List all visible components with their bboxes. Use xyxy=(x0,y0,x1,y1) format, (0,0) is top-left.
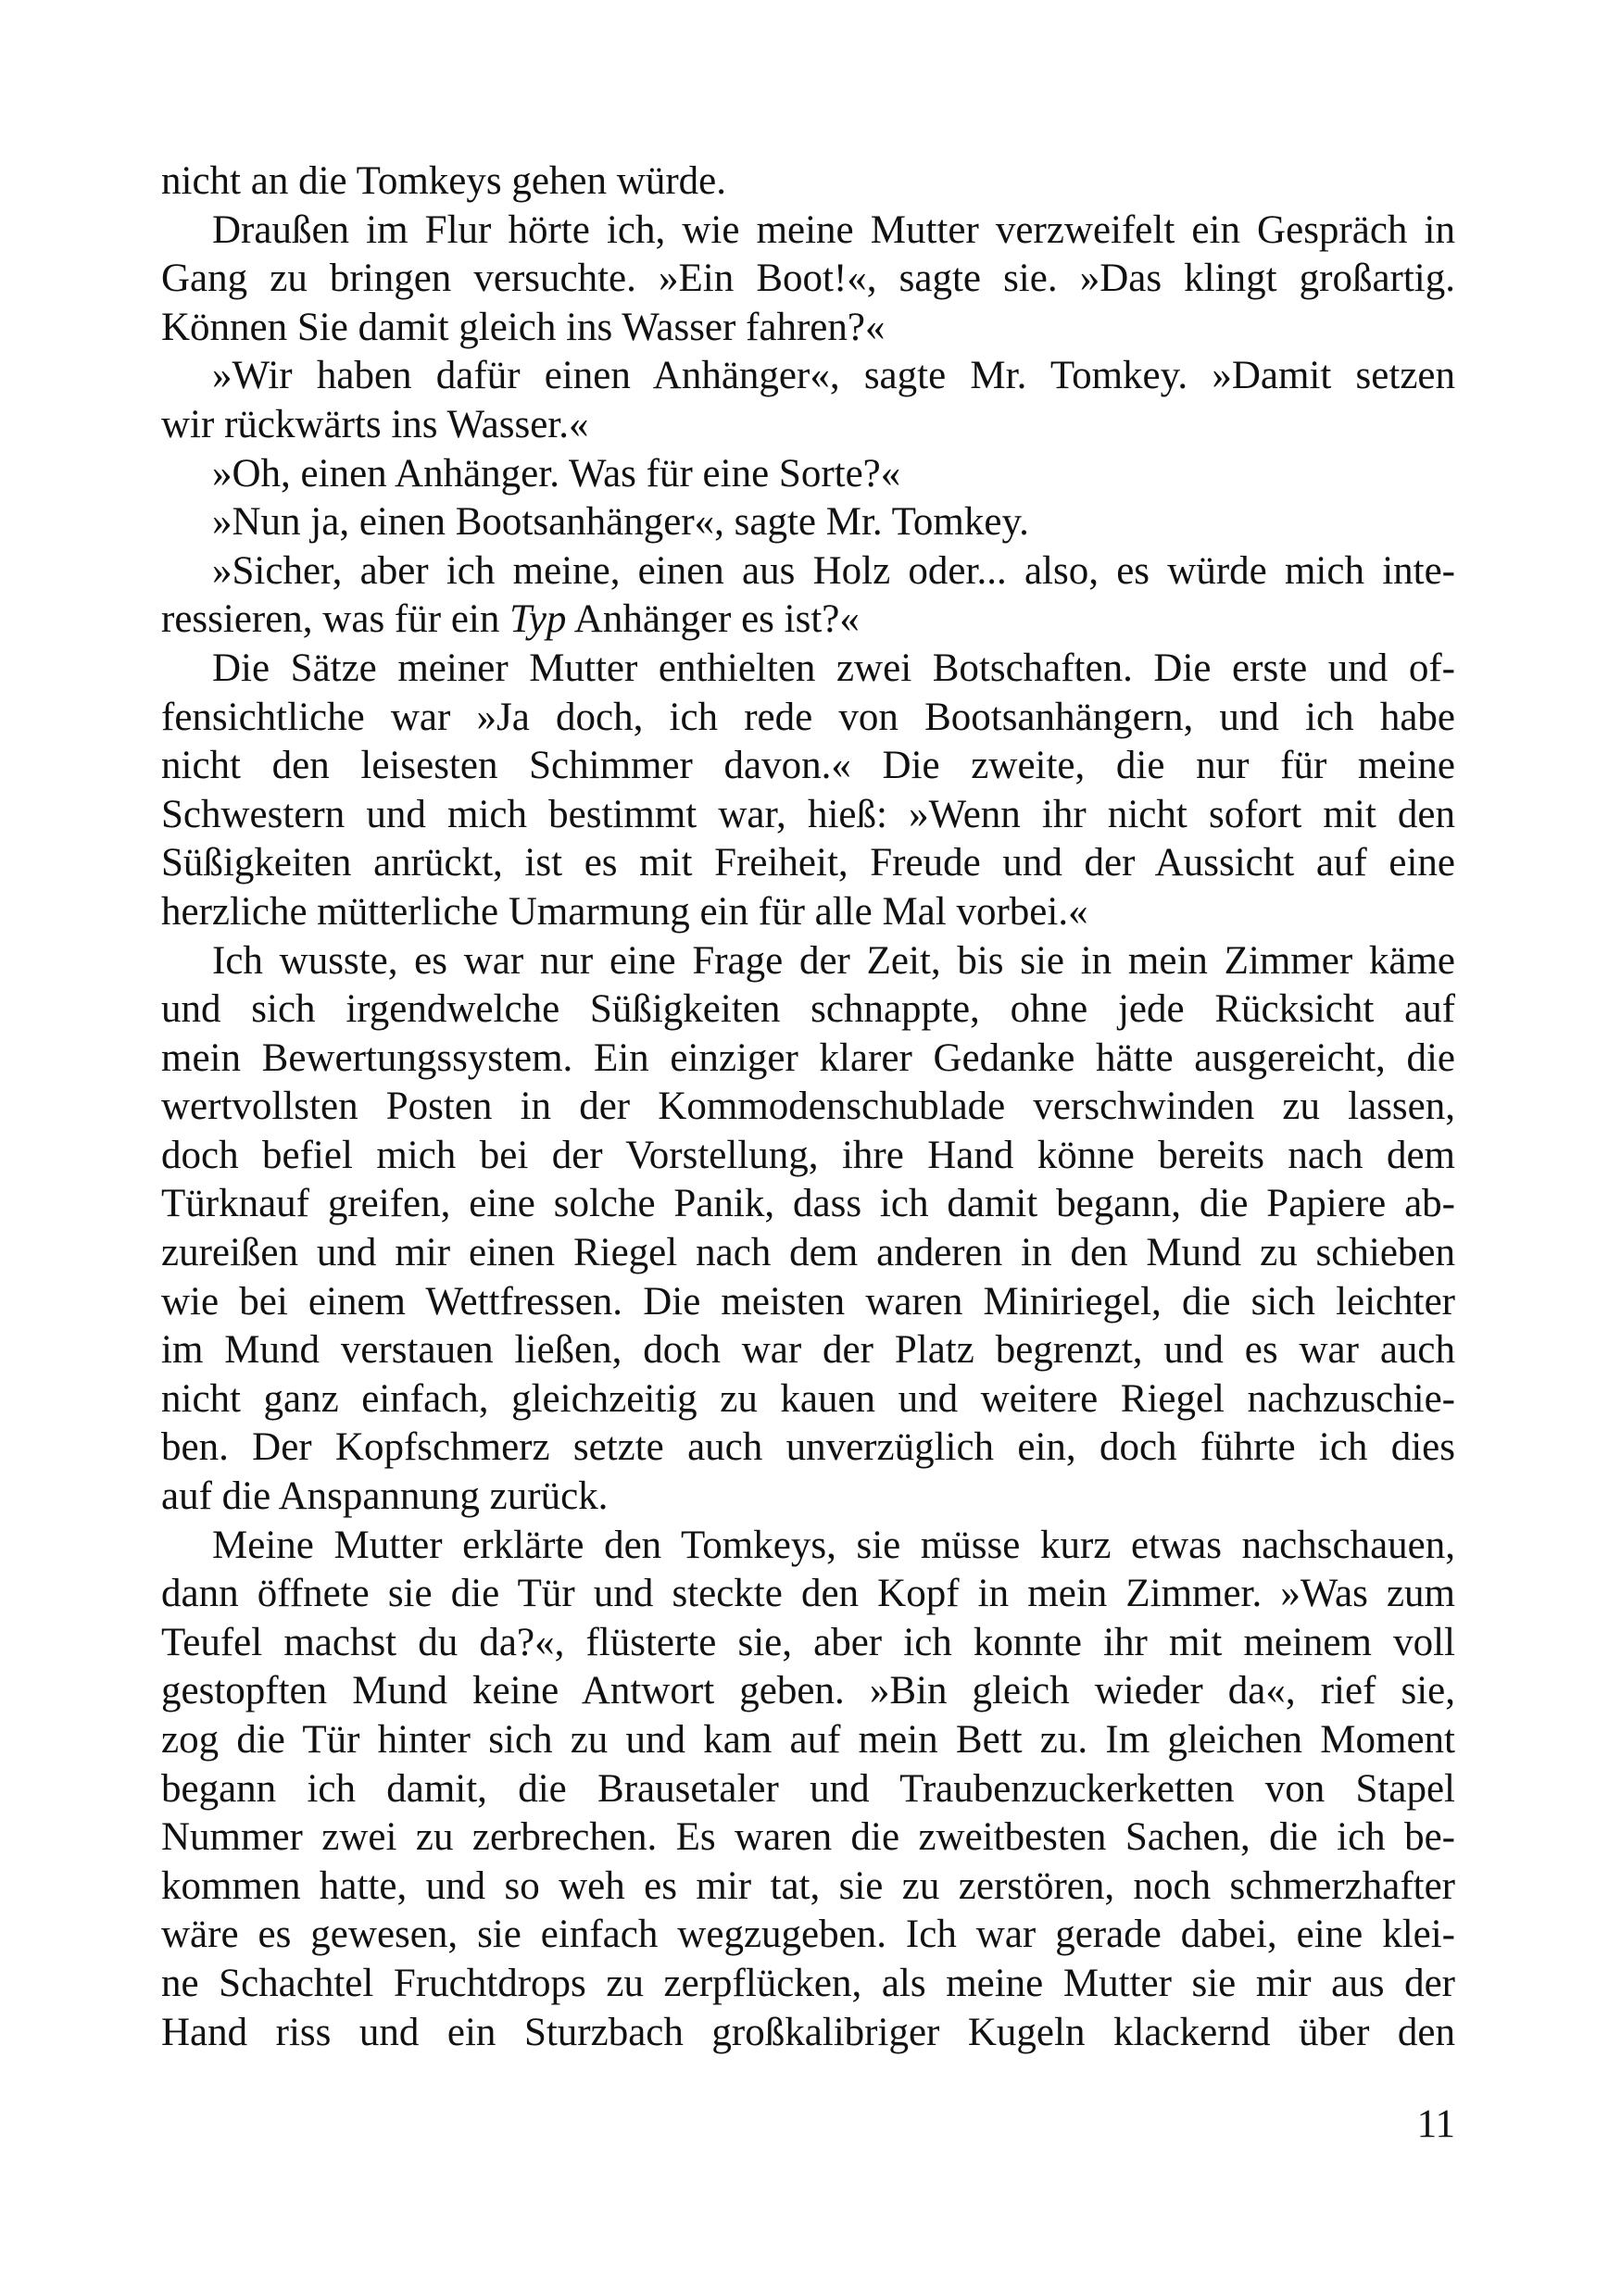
text-segment: Anhänger es ist?« xyxy=(566,597,860,642)
text-line: wertvollsten Posten in der Kommodenschublade verschwinden zu lassen, xyxy=(161,1085,1455,1129)
text-line: Draußen im Flur hörte ich, wie meine Mutter verzweifelt ein Gespräch in xyxy=(212,207,1455,252)
text-line: Ich wusste, es war nur eine Frage der Zeit, bis sie in mein Zimmer käme xyxy=(212,938,1455,983)
text-line: Nummer zwei zu zerbrechen. Es waren die zweitbesten Sachen, die ich be- xyxy=(161,1815,1455,1860)
text-line: gestopften Mund keine Antwort geben. »Bin gleich wieder da«, rief sie, xyxy=(161,1669,1455,1713)
text-segment: ressieren, was für ein xyxy=(161,597,510,642)
text-line: »Nun ja, einen Bootsanhänger«, sagte Mr. Tomkey. xyxy=(212,500,1029,545)
text-line: mein Bewertungssystem. Ein einziger klarer Gedanke hätte ausgereicht, die xyxy=(161,1035,1455,1080)
text-line: ben. Der Kopfschmerz setzte auch unverzüglich ein, doch führte ich dies xyxy=(161,1425,1455,1470)
text-line: wie bei einem Wettfressen. Die meisten waren Miniriegel, die sich leichter xyxy=(161,1279,1455,1324)
text-line: doch befiel mich bei der Vorstellung, ihre Hand könne bereits nach dem xyxy=(161,1133,1455,1177)
text-line: nicht an die Tomkeys gehen würde. xyxy=(161,159,726,203)
text-line: und sich irgendwelche Süßigkeiten schnappte, ohne jede Rücksicht auf xyxy=(161,987,1455,1032)
text-line: nicht den leisesten Schimmer davon.« Die zweite, die nur für meine xyxy=(161,744,1455,788)
text-line: begann ich damit, die Brausetaler und Traubenzuckerketten von Stapel xyxy=(161,1766,1455,1811)
text-line: zureißen und mir einen Riegel nach dem anderen in den Mund zu schieben xyxy=(161,1231,1455,1275)
text-line: wäre es gewesen, sie einfach wegzugeben. Ich war gerade dabei, eine klei- xyxy=(161,1913,1455,1957)
text-line: auf die Anspannung zurück. xyxy=(161,1474,609,1519)
text-line: Die Sätze meiner Mutter enthielten zwei Botschaften. Die erste und of- xyxy=(212,646,1455,690)
text-line: Hand riss und ein Sturzbach großkalibriger Kugeln klackernd über den xyxy=(161,2010,1455,2054)
text-line: dann öffnete sie die Tür und steckte den Kopf in mein Zimmer. »Was zum xyxy=(161,1572,1455,1616)
text-line: Süßigkeiten anrückt, ist es mit Freiheit, Freude und der Aussicht auf eine xyxy=(161,841,1455,885)
text-line: wir rückwärts ins Wasser.« xyxy=(161,402,589,446)
text-line: »Wir haben dafür einen Anhänger«, sagte Mr. Tomkey. »Damit setzen xyxy=(212,354,1455,398)
text-line: zog die Tür hinter sich zu und kam auf mein Bett zu. Im gleichen Moment xyxy=(161,1718,1455,1762)
text-line: »Oh, einen Anhänger. Was für eine Sorte?« xyxy=(212,451,901,496)
italic-word: Typ xyxy=(509,597,567,642)
text-line: im Mund verstauen ließen, doch war der Platz begrenzt, und es war auch xyxy=(161,1328,1455,1373)
text-line: fensichtliche war »Ja doch, ich rede von Bootsanhängern, und ich habe xyxy=(161,695,1455,739)
text-line: kommen hatte, und so weh es mir tat, sie zu zerstören, noch schmerzhafter xyxy=(161,1863,1455,1908)
text-line: Meine Mutter erklärte den Tomkeys, sie müsse kurz etwas nachschauen, xyxy=(212,1523,1455,1567)
text-line-with-italic xyxy=(161,596,1455,645)
text-line: Schwestern und mich bestimmt war, hieß: »Wenn ihr nicht sofort mit den xyxy=(161,792,1455,836)
text-line: herzliche mütterliche Umarmung ein für alle Mal vorbei.« xyxy=(161,889,1088,934)
page-number: 11 xyxy=(1416,2102,1455,2146)
text-line: ne Schachtel Fruchtdrops zu zerpflücken, als meine Mutter sie mir aus der xyxy=(161,1961,1455,2005)
text-line: »Sicher, aber ich meine, einen aus Holz oder... also, es würde mich inte- xyxy=(212,548,1455,593)
text-line: Gang zu bringen versuchte. »Ein Boot!«, sagte sie. »Das klingt großartig. xyxy=(161,257,1455,301)
page-body xyxy=(161,157,1455,2057)
text-line: nicht ganz einfach, gleichzeitig zu kauen und weitere Riegel nachzuschie- xyxy=(161,1376,1455,1421)
text-line: Können Sie damit gleich ins Wasser fahren?« xyxy=(161,305,886,349)
text-line: Türknauf greifen, eine solche Panik, dass ich damit begann, die Papiere ab- xyxy=(161,1182,1455,1226)
text-line: Teufel machst du da?«, flüsterte sie, aber ich konnte ihr mit meinem voll xyxy=(161,1620,1455,1664)
